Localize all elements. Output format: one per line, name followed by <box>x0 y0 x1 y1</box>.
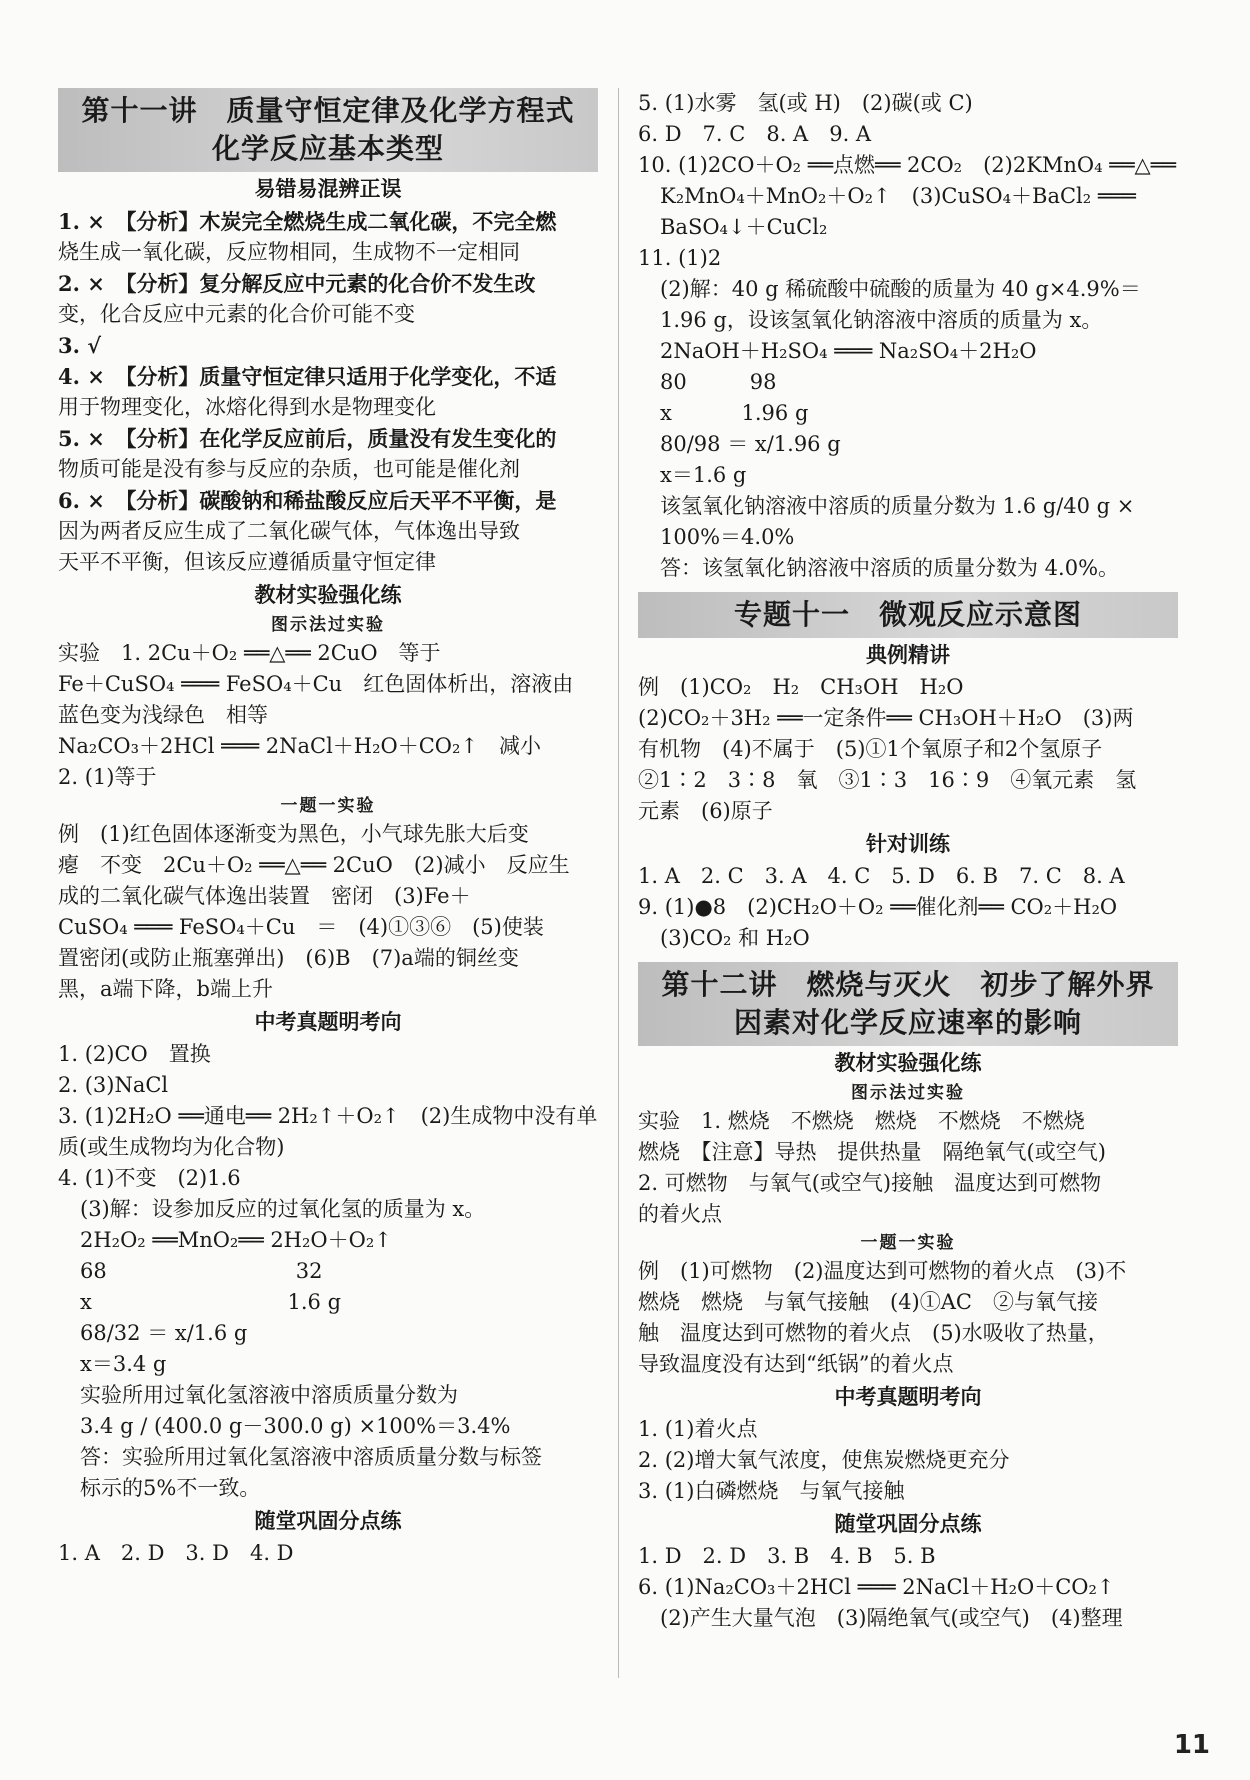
combustion-practice-answers: 1. D 2. D 3. B 4. B 5. B 6. (1)Na₂CO₃＋2HCl ═══ 2NaCl＋H₂O＋CO₂↑ (2)产生大量气泡 (3)隔绝氧气(或空气) (4)整理 <box>638 1544 1123 1630</box>
combustion-experiment-answers: 实验 1. 燃烧 不燃烧 燃烧 不燃烧 不燃烧 燃烧 【注意】导热 提供热量 隔绝氧气(或空气) 2. 可燃物 与氧气(或空气)接触 温度达到可燃物 的着火点 <box>638 1109 1106 1226</box>
subsection-heading: 图示法过实验 <box>271 615 385 635</box>
section-heading: 中考真题明考向 <box>834 1385 982 1409</box>
section-heading: 针对训练 <box>866 832 950 856</box>
lecture-11-title: 第十一讲 质量守恒定律及化学方程式 化学反应基本类型 <box>58 88 598 172</box>
exam-answers: 1. (2)CO 置换 2. (3)NaCl 3. (1)2H₂O ══通电══ 2H₂↑＋O₂↑ (2)生成物中没有单 质(或生成物均为化合物) 4. (1)不变 (2)1.6 (3)解：设参加反应的过氧化氢的质量为 x。 2H₂O₂ ══MnO₂══ 2H₂O＋O₂↑ 68 32 x 1.6 g 68/32 ＝ x/1.6 g x＝3.4 g 实验所用过氧化氢溶液中溶质质量分数为 3.4 g / (400.0 g－300.0 g) ×100%＝3.4% 答：实验所用过氧化氢溶液中溶质质量分数与标签 标示的5%不一致。 <box>58 1042 598 1500</box>
practice-answers: 1. A 2. D 3. D 4. D <box>58 1541 294 1565</box>
section-heading: 教材实验强化练 <box>834 1051 982 1075</box>
page-number: 11 <box>1173 1730 1210 1760</box>
section-heading: 随堂巩固分点练 <box>834 1512 982 1536</box>
continued-answers: 5. (1)水雾 氢(或 H) (2)碳(或 C) 6. D 7. C 8. A 9. A 10. (1)2CO＋O₂ ══点燃══ 2CO₂ (2)2KMnO₄ ══△══ K₂MnO₄＋MnO₂＋O₂↑ (3)CuSO₄＋BaCl₂ ═══ BaSO₄↓＋CuCl₂ 11. (1)2 (2)解：40 g 稀硫酸中硫酸的质量为 40 g×4.9%＝ 1.96 g，设该氢氧化钠溶液中溶质的质量为 x。 2NaOH＋H₂SO₄ ═══ Na₂SO₄＋2H₂O 80 98 x 1.96 g 80/98 ＝ x/1.96 g x＝1.6 g 该氢氧化钠溶液中溶质的质量分数为 1.6 g/40 g × 100%＝4.0% 答：该氢氧化钠溶液中溶质的质量分数为 4.0%。 <box>638 91 1176 580</box>
section-heading: 随堂巩固分点练 <box>254 1509 402 1533</box>
errors-answers: 1. × 【分析】木炭完全燃烧生成二氧化碳，不完全燃 烧生成一氧化碳，反应物相同，生成物不一定相同 2. × 【分析】复分解反应中元素的化合价不发生改 变，化合反应中元素的化合价可能不变 3. √ 4. × 【分析】质量守恒定律只适用于化学变化，不适 用于物理变化，冰熔化得到水是物理变化 5. × 【分析】在化学反应前后，质量没有发生变化的 物质可能是没有参与反应的杂质，也可能是催化剂 6. × 【分析】碳酸钠和稀盐酸反应后天平不平衡，是 因为两者反应生成了二氧化碳气体，气体逸出导致 天平不平衡，但该反应遵循质量守恒定律 <box>58 209 557 574</box>
combustion-one-experiment: 例 (1)可燃物 (2)温度达到可燃物的着火点 (3)不 燃烧 燃烧 与氧气接触 (4)①AC ②与氧气接 触 温度达到可燃物的着火点 (5)水吸收了热量， 导致温度没有达到“纸锅”的着火点 <box>638 1259 1127 1376</box>
left-column <box>58 88 598 1569</box>
section-heading: 易错易混辨正误 <box>254 177 402 201</box>
topic-11-title: 专题十一 微观反应示意图 <box>638 592 1178 638</box>
subsection-heading: 图示法过实验 <box>851 1083 965 1103</box>
subsection-heading: 一题一实验 <box>860 1233 956 1253</box>
section-heading: 中考真题明考向 <box>254 1010 402 1034</box>
section-heading: 典例精讲 <box>866 643 950 667</box>
combustion-exam-answers: 1. (1)着火点 2. (2)增大氧气浓度，使焦炭燃烧更充分 3. (1)白磷燃烧 与氧气接触 <box>638 1417 1010 1503</box>
column-divider <box>618 88 619 1678</box>
example-answers: 例 (1)CO₂ H₂ CH₃OH H₂O (2)CO₂＋3H₂ ══一定条件══ CH₃OH＋H₂O (3)两 有机物 (4)不属于 (5)①1个氧原子和2个氢原子 ②1∶2 3∶8 氧 ③1∶3 16∶9 ④氧元素 氢 元素 (6)原子 <box>638 675 1137 823</box>
training-answers: 1. A 2. C 3. A 4. C 5. D 6. B 7. C 8. A 9. (1)●8 (2)CH₂O＋O₂ ══催化剂══ CO₂＋H₂O (3)CO₂ 和 H₂O <box>638 864 1125 950</box>
textbook-experiment-answers: 实验 1. 2Cu＋O₂ ══△══ 2CuO 等于 Fe＋CuSO₄ ═══ FeSO₄＋Cu 红色固体析出，溶液由 蓝色变为浅绿色 相等 Na₂CO₃＋2HCl ═══ 2NaCl＋H₂O＋CO₂↑ 减小 2. (1)等于 <box>58 641 574 789</box>
section-heading: 教材实验强化练 <box>254 583 402 607</box>
subsection-heading: 一题一实验 <box>280 796 376 816</box>
lecture-12-title: 第十二讲 燃烧与灭火 初步了解外界 因素对化学反应速率的影响 <box>638 962 1178 1046</box>
right-column <box>638 88 1178 1634</box>
one-experiment-answers: 例 (1)红色固体逐渐变为黑色，小气球先胀大后变 瘪 不变 2Cu＋O₂ ══△══ 2CuO (2)减小 反应生 成的二氧化碳气体逸出装置 密闭 (3)Fe＋ CuSO₄ ═══ FeSO₄＋Cu ＝ (4)①③⑥ (5)使装 置密闭(或防止瓶塞弹出) (6)B (7)a端的铜丝变 黑，a端下降，b端上升 <box>58 822 570 1001</box>
